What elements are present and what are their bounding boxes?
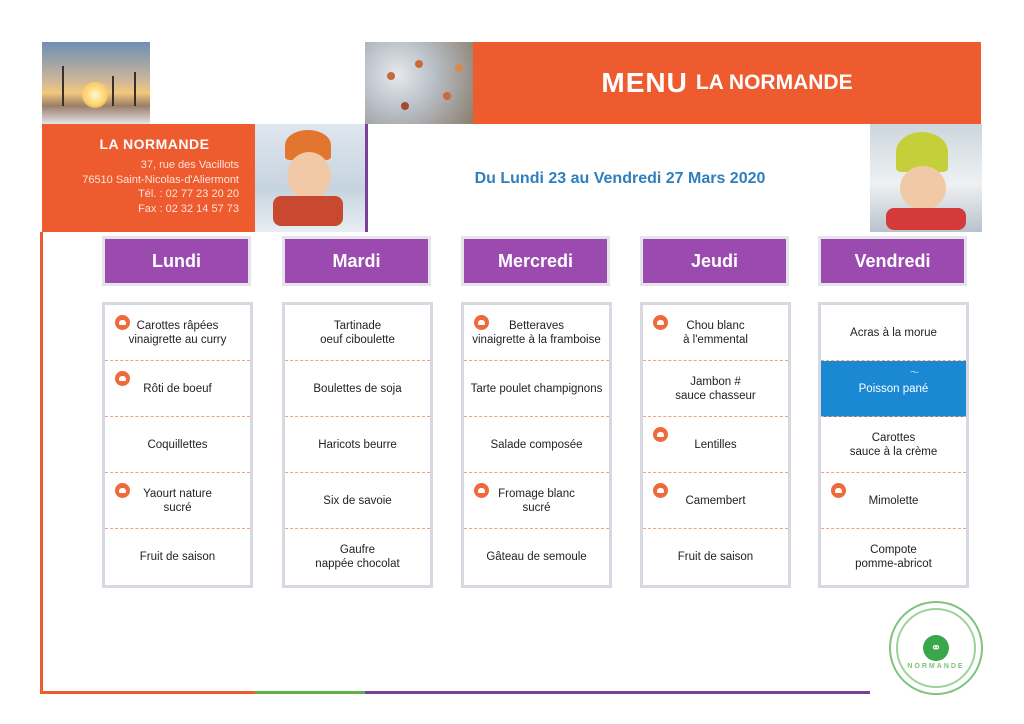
menu-item — [464, 417, 609, 473]
contact-phone: Tél. : 02 77 23 20 20 — [138, 188, 239, 200]
frame-left-line — [40, 232, 43, 694]
bio-icon — [653, 315, 668, 330]
bio-icon — [115, 315, 130, 330]
menu-item-text: Tartinade oeuf ciboulette — [320, 319, 395, 346]
menu-item-text: Gaufre nappée chocolat — [315, 544, 400, 570]
contact-city: 76510 Saint-Nicolas-d'Aliermont — [82, 173, 239, 186]
menu-column-vendredi — [818, 302, 969, 588]
contact-address: 37, rue des Vacillots — [140, 159, 239, 171]
bio-icon — [115, 371, 130, 386]
frame-bottom-green — [255, 691, 365, 694]
menu-column-lundi — [102, 302, 253, 588]
menu-item-text: Carottes sauce à la crème — [849, 431, 938, 458]
day-label: Vendredi — [821, 239, 964, 283]
day-header-vendredi — [818, 236, 967, 286]
menu-item-text: Mimolette — [868, 494, 919, 507]
menu-item-text: Jambon # sauce chasseur — [675, 375, 756, 402]
restaurant-title: LA NORMANDE — [695, 71, 853, 94]
menu-item-text: Boulettes de soja — [313, 382, 402, 395]
menu-item — [105, 529, 250, 585]
bio-icon — [653, 427, 668, 442]
menu-column-jeudi — [640, 302, 791, 588]
bio-icon — [474, 315, 489, 330]
boy-photo — [870, 124, 982, 232]
menu-item — [643, 305, 788, 361]
menu-item — [821, 361, 966, 417]
bio-icon — [115, 483, 130, 498]
menu-item — [105, 305, 250, 361]
menu-item — [285, 473, 430, 529]
menu-item — [821, 473, 966, 529]
menu-item — [821, 305, 966, 361]
menu-item — [285, 361, 430, 417]
menu-item-text: Lentilles — [694, 438, 737, 451]
menu-item-text: Chou blanc à l'emmental — [683, 319, 748, 346]
menu-title-banner — [473, 42, 981, 124]
menu-item-text: Yaourt nature sucré — [143, 487, 212, 514]
menu-item-text: Poisson pané — [858, 382, 929, 395]
day-header-mercredi — [461, 236, 610, 286]
menu-column-mardi — [282, 302, 433, 588]
menu-item-text: Betteraves vinaigrette à la framboise — [472, 319, 601, 346]
menu-item — [105, 473, 250, 529]
menu-item-text: Tarte poulet champignons — [470, 382, 603, 395]
menu-item-text: Camembert — [685, 494, 746, 507]
frame-bottom-orange — [40, 691, 255, 694]
menu-column-mercredi — [461, 302, 612, 588]
menu-item — [285, 417, 430, 473]
fish-icon: 〜 — [909, 368, 920, 379]
contact-box — [42, 124, 255, 232]
contact-fax: Fax : 02 32 14 57 73 — [138, 202, 239, 215]
frame-mid-line — [365, 124, 368, 232]
menu-item — [643, 473, 788, 529]
menu-item-text: Fromage blanc sucré — [498, 487, 575, 514]
menu-item-text: Rôti de boeuf — [143, 382, 212, 395]
frame-bottom-purple — [365, 691, 870, 694]
menu-item — [643, 529, 788, 585]
day-label: Lundi — [105, 239, 248, 283]
day-header-mardi — [282, 236, 431, 286]
menu-item-text: Coquillettes — [147, 438, 208, 451]
date-range: Du Lundi 23 au Vendredi 27 Mars 2020 — [474, 170, 766, 187]
menu-item — [464, 305, 609, 361]
menu-item — [105, 417, 250, 473]
menu-item-text: Acras à la morue — [850, 326, 937, 339]
menu-item — [821, 529, 966, 585]
girl-photo — [255, 124, 365, 232]
menu-item-text: Salade composée — [490, 438, 583, 451]
menu-item-text: Compote pomme-abricot — [855, 544, 932, 570]
menu-item — [643, 361, 788, 417]
menu-item-text: Carottes râpées vinaigrette au curry — [128, 319, 227, 346]
menu-word: MENU — [601, 67, 688, 98]
menu-item — [105, 361, 250, 417]
menu-item-text: Fruit de saison — [139, 551, 216, 563]
contact-name: LA NORMANDE — [99, 136, 210, 152]
snowy-branches-photo — [365, 42, 473, 124]
day-label: Jeudi — [643, 239, 786, 283]
menu-item — [464, 473, 609, 529]
sunset-trees-photo — [42, 42, 150, 124]
menu-item-text: Gâteau de semoule — [486, 551, 587, 563]
day-header-jeudi — [640, 236, 789, 286]
menu-item — [464, 529, 609, 585]
day-header-lundi — [102, 236, 251, 286]
la-normande-logo: ⚭ NORMANDE — [889, 601, 983, 695]
menu-item — [821, 417, 966, 473]
menu-item-text: Haricots beurre — [318, 438, 397, 451]
bio-icon — [474, 483, 489, 498]
bio-icon — [831, 483, 846, 498]
menu-item — [643, 417, 788, 473]
menu-item — [285, 305, 430, 361]
fork-knife-icon: ⚭ — [923, 635, 949, 661]
menu-item — [464, 361, 609, 417]
menu-item-text: Six de savoie — [323, 494, 392, 507]
menu-item — [285, 529, 430, 585]
day-label: Mercredi — [464, 239, 607, 283]
bio-icon — [653, 483, 668, 498]
menu-item-text: Fruit de saison — [677, 551, 754, 563]
day-label: Mardi — [285, 239, 428, 283]
